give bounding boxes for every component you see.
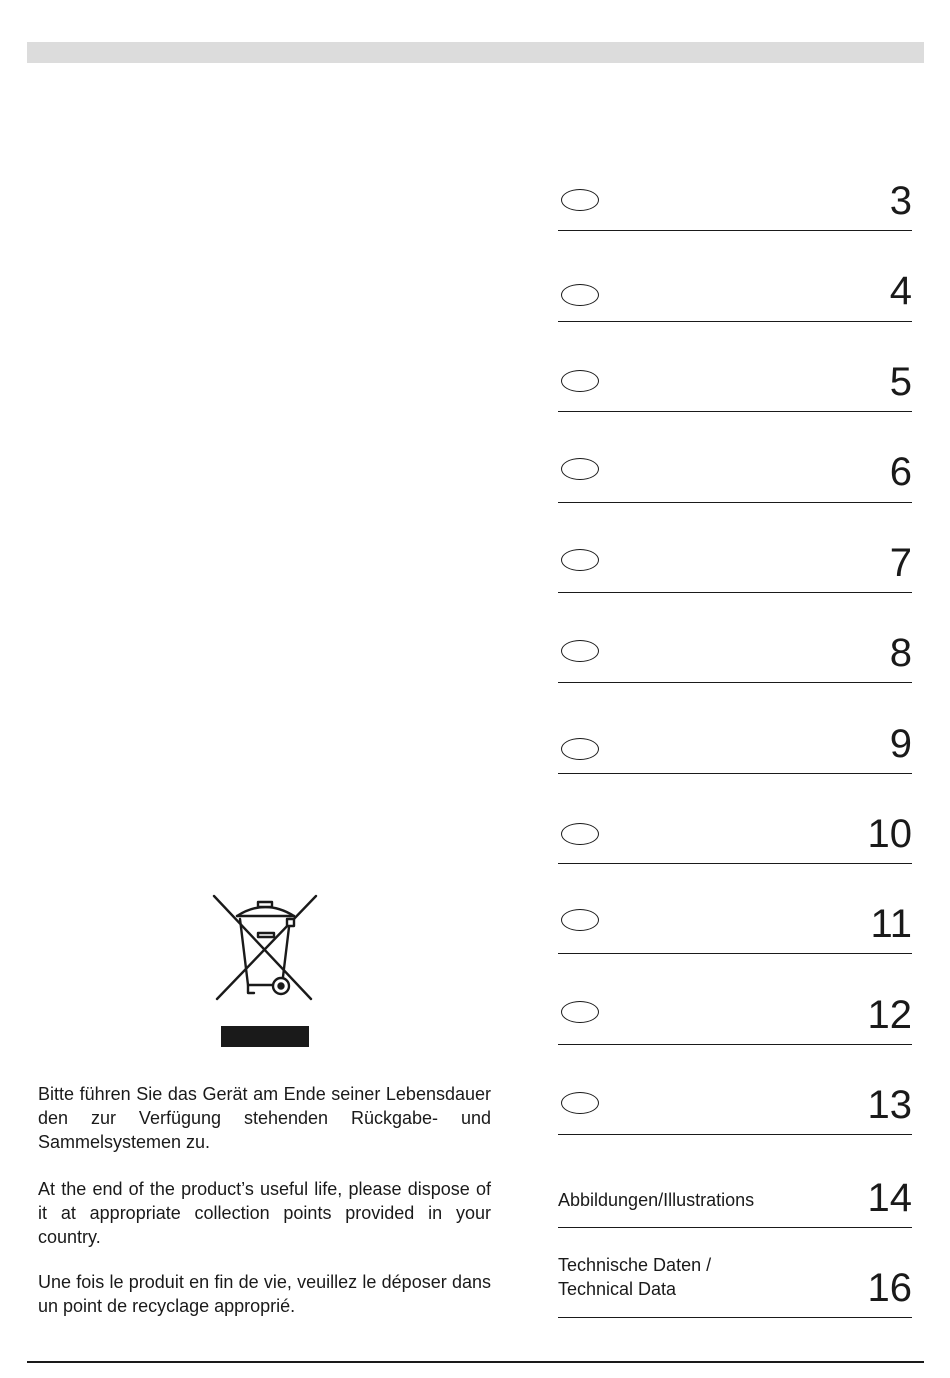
toc-entry[interactable] [558, 713, 912, 774]
toc-entry[interactable] [558, 893, 912, 954]
language-flag-placeholder [561, 1001, 599, 1023]
language-flag-placeholder [561, 909, 599, 931]
toc-label-line1: Technische Daten / [558, 1255, 712, 1275]
toc-entry[interactable] [558, 170, 912, 231]
disposal-text-de: Bitte führen Sie das Gerät am Ende seiner Lebensdauer den zur Verfügung stehenden Rückgabe- und Sammelsystemen zu. [38, 1084, 491, 1152]
toc-entry-illustrations[interactable] [558, 1164, 912, 1228]
weee-underline-bar [221, 1026, 309, 1047]
language-flag-placeholder [561, 549, 599, 571]
page-number: 11 [870, 902, 912, 946]
page-number: 14 [867, 1176, 912, 1220]
page-number: 13 [867, 1083, 912, 1127]
crossed-out-wheelie-bin-icon [210, 892, 320, 1004]
page-number: 9 [889, 722, 912, 766]
page-number: 5 [889, 360, 912, 404]
toc-entry[interactable] [558, 351, 912, 412]
page-number: 10 [867, 812, 912, 856]
page-number: 12 [867, 993, 912, 1037]
toc-entry[interactable] [558, 803, 912, 864]
toc-label-line2: Technical Data [558, 1279, 677, 1299]
language-flag-placeholder [561, 284, 599, 306]
footer-rule [27, 1361, 924, 1363]
disposal-text-fr: Une fois le produit en fin de vie, veuillez le déposer dans un point de recyclage approprié. [38, 1272, 491, 1316]
toc-entry[interactable] [558, 984, 912, 1045]
language-flag-placeholder [561, 1092, 599, 1114]
page-number: 16 [867, 1266, 912, 1310]
toc-entry[interactable] [558, 1074, 912, 1135]
page-number: 6 [889, 450, 912, 494]
language-flag-placeholder [561, 370, 599, 392]
toc-entry[interactable] [558, 442, 912, 503]
page-number: 3 [889, 179, 912, 223]
header-bar [27, 42, 924, 63]
page-number: 4 [889, 269, 912, 313]
page-number: 8 [889, 631, 912, 675]
toc-label: Abbildungen/Illustrations [558, 1190, 755, 1210]
toc-entry[interactable] [558, 532, 912, 593]
language-flag-placeholder [561, 823, 599, 845]
language-flag-placeholder [561, 640, 599, 662]
language-flag-placeholder [561, 458, 599, 480]
disposal-text-en: At the end of the product’s useful life, please dispose of it at appropriate collection points provided in your country. [38, 1179, 491, 1247]
language-flag-placeholder [561, 738, 599, 760]
toc-entry[interactable] [558, 622, 912, 683]
page-number: 7 [889, 541, 912, 585]
language-flag-placeholder [561, 189, 599, 211]
toc-entry[interactable] [558, 261, 912, 322]
toc-entry-technical-data[interactable] [558, 1227, 912, 1318]
